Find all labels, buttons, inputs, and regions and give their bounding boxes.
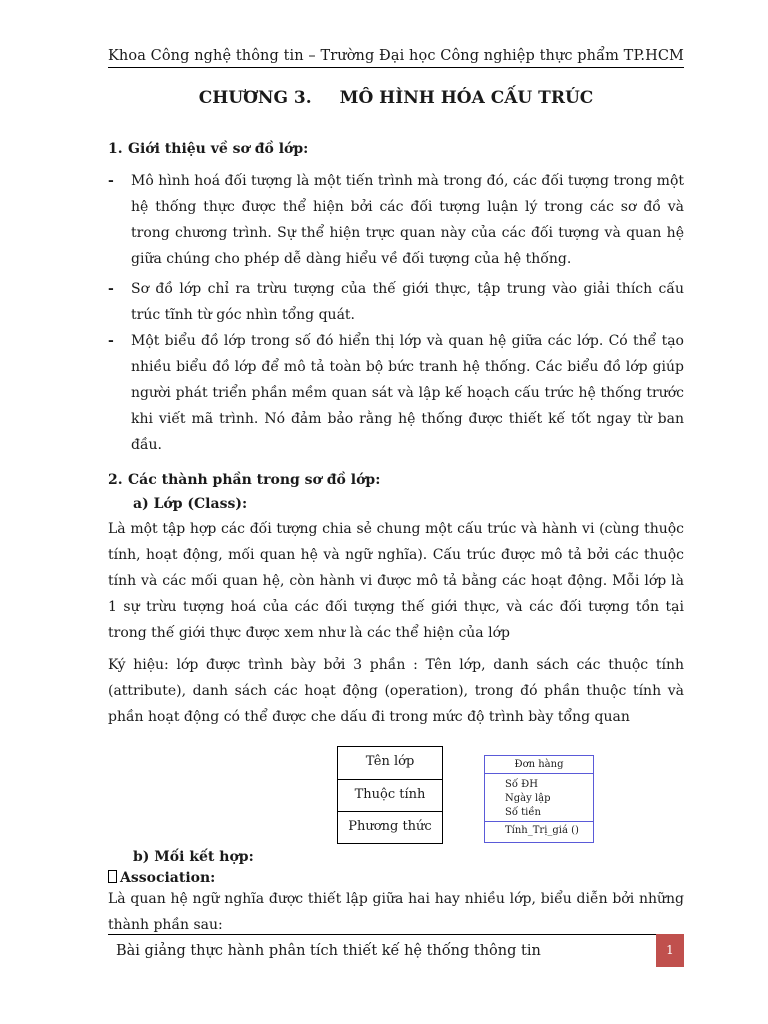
association-paragraph: Là quan hệ ngữ nghĩa được thiết lập giữa hai hay nhiều lớp, biểu diễn bởi những thành phần sau:: [108, 891, 684, 933]
bullet-item: - Một biểu đồ lớp trong số đó hiển thị lớp và quan hệ giữa các lớp. Có thể tạo nhiều biểu đồ lớp để mô tả toàn bộ bức tranh hệ thống. Các biểu đồ lớp giúp người phát triển phần mềm quan sát và lập kế hoạch cấu trức hệ thống trước khi viết mã trình. Nó đảm bảo rằng hệ thống được thiết kế tốt ngay từ ban đầu.: [108, 328, 684, 458]
footer-text: Bài giảng thực hành phân tích thiết kế hệ thống thông tin: [116, 943, 541, 959]
association-heading: [108, 868, 215, 888]
section-1-number: 1.: [108, 141, 123, 157]
order-class-diagram: [484, 755, 594, 843]
page-header: Khoa Công nghệ thông tin – Trường Đại học Công nghiệp thực phẩm TP.HCM: [108, 48, 684, 64]
section-1-title: Giới thiệu về sơ đồ lớp:: [128, 141, 309, 157]
header-rule: [108, 67, 684, 68]
section-2-number: 2.: [108, 472, 123, 488]
checkbox-glyph-icon: [108, 870, 117, 883]
chapter-title: [108, 86, 684, 110]
association-label: Association:: [120, 870, 216, 886]
section-2-title: Các thành phần trong sơ đồ lớp:: [128, 472, 381, 488]
section-2-heading: [108, 470, 380, 490]
section-1-heading: [108, 139, 308, 159]
class-notation-diagram: [337, 746, 443, 844]
bullet-text: Mô hình hoá đối tượng là một tiến trình mà trong đó, các đối tượng trong một hệ thống thực được thể hiện bởi các đối tượng luận lý trong các sơ đồ và trong chương trình. Sự thể hiện trực quan này của các đối tượng và quan hệ giữa chúng cho phép dễ dàng hiểu về đối tượng của hệ thống.: [131, 173, 684, 267]
footer-rule: [108, 934, 684, 935]
class-operations-cell: Phương thức: [338, 811, 442, 843]
chapter-number: CHƯƠNG 3.: [198, 88, 312, 108]
order-attribute: Ngày lập: [505, 793, 551, 804]
bullet-text: Một biểu đồ lớp trong số đó hiển thị lớp và quan hệ giữa các lớp. Có thể tạo nhiều biểu đồ lớp để mô tả toàn bộ bức tranh hệ thống. Các biểu đồ lớp giúp người phát triển phần mềm quan sát và lập kế hoạch cấu trức hệ thống trước khi viết mã trình. Nó đảm bảo rằng hệ thống được thiết kế tốt ngay từ ban đầu.: [131, 333, 684, 453]
bullet-item: - Mô hình hoá đối tượng là một tiến trình mà trong đó, các đối tượng trong một hệ thống thực được thể hiện bởi các đối tượng luận lý trong các sơ đồ và trong chương trình. Sự thể hiện trực quan này của các đối tượng và quan hệ giữa chúng cho phép dễ dàng hiểu về đối tượng của hệ thống.: [108, 168, 684, 272]
class-attributes-cell: Thuộc tính: [338, 779, 442, 811]
subsection-a-heading: a) Lớp (Class):: [133, 496, 248, 512]
order-class-operation: Tính_Trị_giá (): [485, 821, 593, 840]
subsection-b-heading: b) Mối kết hợp:: [133, 849, 254, 865]
class-definition-paragraph: Là một tập hợp các đối tượng chia sẻ chung một cấu trúc và hành vi (cùng thuộc tính, hoạt động, mối quan hệ và ngữ nghĩa). Cấu trúc được mô tả bởi các thuộc tính và các mối quan hệ, còn hành vi được mô tả bằng các hoạt động. Mỗi lớp là 1 sự trừu tượng hoá của các đối tượng thế giới thực, và các đối tượng tồn tại trong thế giới thực được xem như là các thể hiện của lớp: [108, 521, 684, 641]
order-attribute: Số tiền: [505, 807, 541, 818]
class-name-cell: Tên lớp: [365, 754, 415, 769]
order-class-name: Đơn hàng: [485, 756, 593, 774]
order-class-attributes: [485, 774, 593, 821]
chapter-name: MÔ HÌNH HÓA CẤU TRÚC: [339, 88, 594, 108]
page-number-badge: 1: [656, 934, 684, 967]
order-attribute: Số ĐH: [505, 779, 538, 790]
bullet-item: - Sơ đồ lớp chỉ ra trừu tượng của thế giới thực, tập trung vào giải thích cấu trúc tĩnh từ góc nhìn tổng quát.: [108, 276, 684, 328]
notation-paragraph: Ký hiệu: lớp được trình bày bởi 3 phần : Tên lớp, danh sách các thuộc tính (attribute), danh sách các hoạt động (operation), trong đó phần thuộc tính và phần hoạt động có thể được che dấu đi trong mức độ trình bày tổng quan: [108, 657, 684, 725]
bullet-text: Sơ đồ lớp chỉ ra trừu tượng của thế giới thực, tập trung vào giải thích cấu trúc tĩnh từ góc nhìn tổng quát.: [131, 281, 684, 323]
